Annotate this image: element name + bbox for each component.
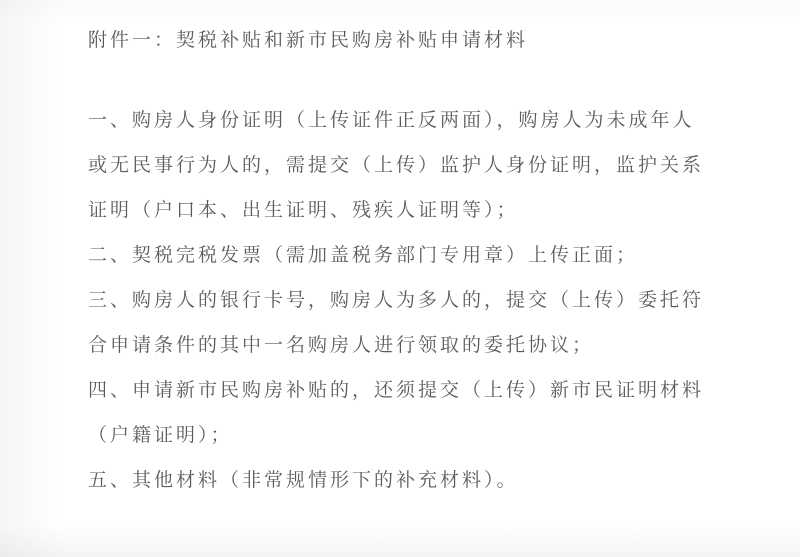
- document-line: 合申请条件的其中一名购房人进行领取的委托协议；: [88, 334, 595, 356]
- document-body: [88, 98, 728, 503]
- document-line: 或无民事行为人的，需提交（上传）监护人身份证明，监护关系: [88, 154, 705, 176]
- document-line: 四、申请新市民购房补贴的，还须提交（上传）新市民证明材料: [88, 379, 705, 401]
- document-line: 五、其他材料（非常规情形下的补充材料）。: [88, 469, 519, 491]
- document-line: 证明（户口本、出生证明、残疾人证明等）；: [88, 199, 519, 221]
- document-line: 三、购房人的银行卡号，购房人为多人的，提交（上传）委托符: [88, 289, 705, 311]
- document-line: （户籍证明）；: [88, 424, 233, 446]
- document-line: 二、契税完税发票（需加盖税务部门专用章）上传正面；: [88, 244, 639, 266]
- attachment-title: 附件一：契税补贴和新市民购房补贴申请材料: [88, 29, 529, 51]
- document-line: 一、购房人身份证明（上传证件正反两面），购房人为未成年人: [88, 109, 695, 131]
